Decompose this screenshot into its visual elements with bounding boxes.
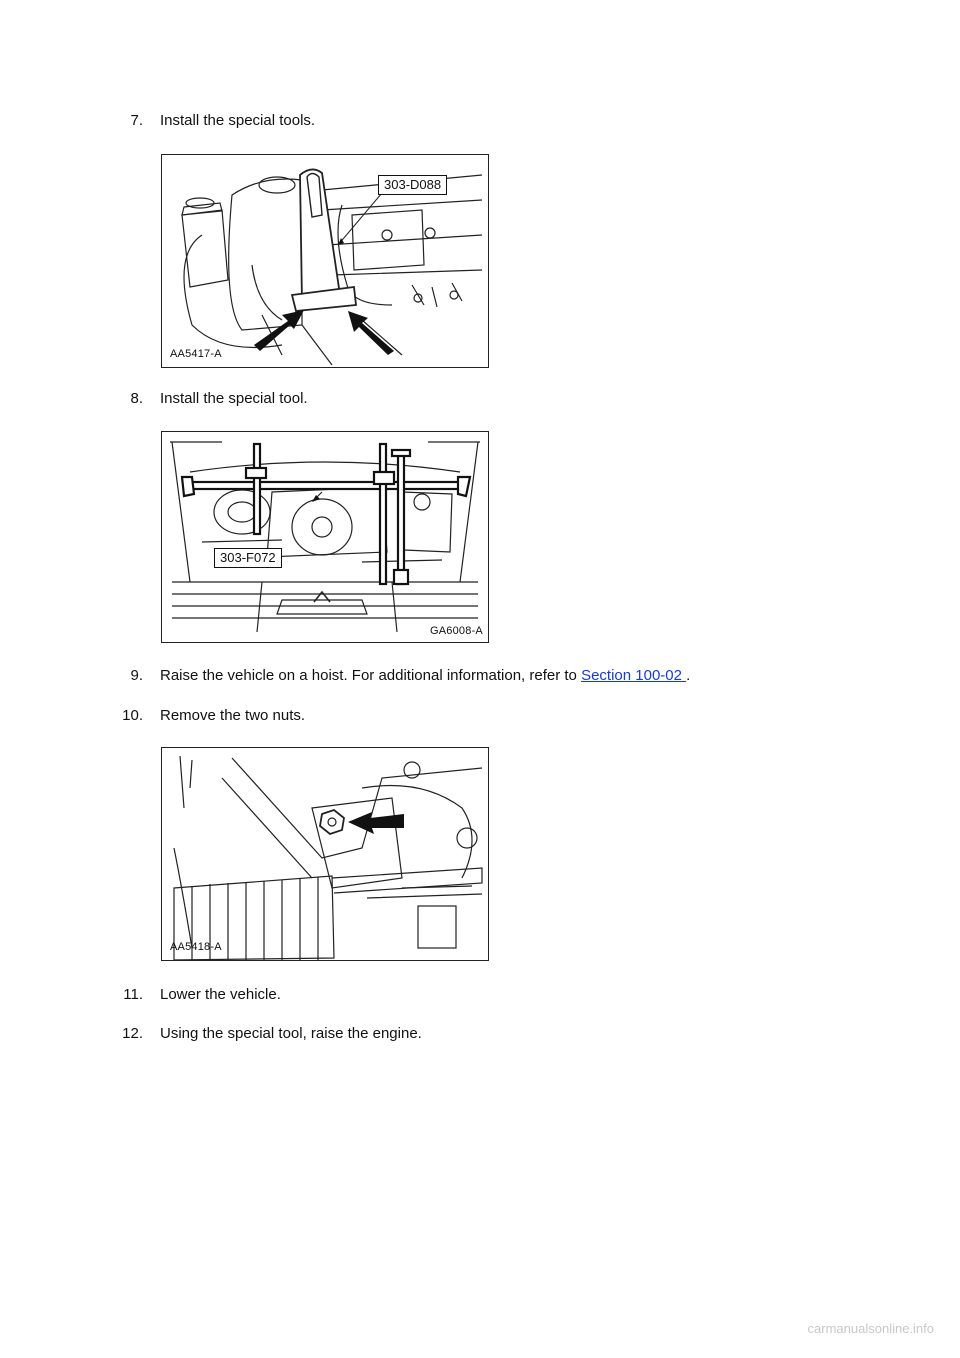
step-text-before-link: Raise the vehicle on a hoist. For additional information, refer to xyxy=(160,667,582,684)
section-100-02-link[interactable]: Section 100-02 xyxy=(581,667,687,684)
engine-illustration-3 xyxy=(162,748,488,960)
step-text: Remove the two nuts. xyxy=(160,707,306,724)
step-number: 7. xyxy=(130,112,143,129)
footer-watermark: carmanualsonline.info xyxy=(807,1321,934,1336)
step-text: Install the special tool. xyxy=(160,390,308,407)
step-number: 10. xyxy=(122,707,143,724)
figure-id: GA6008-A xyxy=(430,625,483,637)
figure-aa5417-a xyxy=(161,154,489,368)
figure-id: AA5418-A xyxy=(170,941,222,953)
step-number: 11. xyxy=(123,986,143,1003)
step-text xyxy=(160,667,690,685)
engine-illustration-2 xyxy=(162,432,488,642)
callout-303-d088: 303-D088 xyxy=(378,175,447,195)
callout-303-f072: 303-F072 xyxy=(214,548,282,568)
step-text: Lower the vehicle. xyxy=(160,986,281,1003)
step-number: 12. xyxy=(122,1025,143,1042)
figure-id: AA5417-A xyxy=(170,348,222,360)
figure-ga6008-a xyxy=(161,431,489,643)
step-text: Using the special tool, raise the engine. xyxy=(160,1025,422,1042)
step-number: 8. xyxy=(130,390,143,407)
step-text: Install the special tools. xyxy=(160,112,316,129)
figure-aa5418-a xyxy=(161,747,489,961)
step-text-after-link: . xyxy=(686,667,691,684)
step-number: 9. xyxy=(130,667,143,684)
